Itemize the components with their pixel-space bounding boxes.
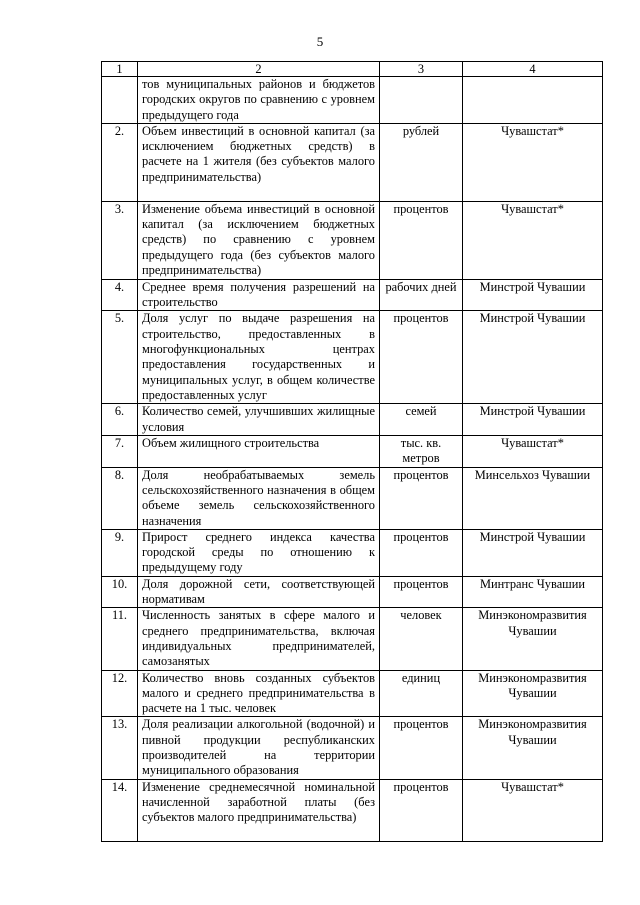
indicator-name: Прирост среднего индекса качества городской среды по отношению к предыдущему году [138,529,380,576]
indicator-name: Доля реализации алкогольной (водочной) и пивной продукции республиканских производителей на территории муниципального образования [138,717,380,779]
data-source: Чувашстат* [463,201,603,279]
row-number: 5. [102,311,138,404]
table-header-row [102,62,603,77]
unit-of-measure: человек [380,608,463,670]
unit-of-measure: рабочих дней [380,279,463,311]
data-source: Минэкономразвития Чувашии [463,608,603,670]
table-row [102,576,603,608]
header-col-3: 3 [380,62,463,77]
data-source: Минстрой Чувашии [463,279,603,311]
table-row [102,670,603,717]
data-source: Минстрой Чувашии [463,404,603,436]
indicator-name: Объем жилищного строительства [138,436,380,468]
indicator-name: Изменение объема инвестиций в основной капитал (за исключением бюджетных средств) по сравнению с уровнем предыдущего года (без субъектов малого предпринимательства) [138,201,380,279]
data-source: Чувашстат* [463,436,603,468]
header-col-2: 2 [138,62,380,77]
indicator-name: Численность занятых в сфере малого и среднего предпринимательства, включая индивидуальных предпринимателей, самозанятых [138,608,380,670]
table-row [102,529,603,576]
page-number: 5 [316,34,324,49]
table-row [102,436,603,468]
row-number: 4. [102,279,138,311]
unit-of-measure: рублей [380,123,463,201]
table-row [102,608,603,670]
table-row [102,717,603,779]
header-col-4: 4 [463,62,603,77]
unit-of-measure: семей [380,404,463,436]
unit-of-measure: процентов [380,529,463,576]
unit-of-measure: процентов [380,201,463,279]
header-col-1: 1 [102,62,138,77]
table-row [102,404,603,436]
table-row [102,467,603,529]
unit-of-measure [380,77,463,124]
indicators-table [101,61,603,842]
data-source: Чувашстат* [463,123,603,201]
data-source: Минсельхоз Чувашии [463,467,603,529]
indicator-name: тов муниципальных районов и бюджетов городских округов по сравнению с уровнем предыдущего года [138,77,380,124]
table-row [102,311,603,404]
unit-of-measure: тыс. кв. метров [380,436,463,468]
table-row [102,279,603,311]
indicator-name: Доля услуг по выдаче разрешения на строительство, предоставленных в многофункциональных центрах предоставления государственных и муниципальных услуг, в общем количестве предоставленных услуг [138,311,380,404]
unit-of-measure: процентов [380,779,463,841]
indicator-name: Доля дорожной сети, соответствующей нормативам [138,576,380,608]
row-number [102,77,138,124]
unit-of-measure: процентов [380,311,463,404]
row-number: 13. [102,717,138,779]
row-number: 2. [102,123,138,201]
table-row [102,123,603,201]
row-number: 9. [102,529,138,576]
unit-of-measure: процентов [380,576,463,608]
data-source: Минстрой Чувашии [463,311,603,404]
indicator-name: Количество вновь созданных субъектов малого и среднего предпринимательства в расчете на 1 тыс. человек [138,670,380,717]
table-row [102,201,603,279]
data-source [463,77,603,124]
data-source: Минэкономразвития Чувашии [463,717,603,779]
data-source: Минэкономразвития Чувашии [463,670,603,717]
unit-of-measure: процентов [380,717,463,779]
data-source: Минтранс Чувашии [463,576,603,608]
indicator-name: Доля необрабатываемых земель сельскохозяйственного назначения в общем объеме земель сельскохозяйственного назначения [138,467,380,529]
row-number: 3. [102,201,138,279]
row-number: 6. [102,404,138,436]
data-source: Чувашстат* [463,779,603,841]
row-number: 12. [102,670,138,717]
indicator-name: Изменение среднемесячной номинальной начисленной заработной платы (без субъектов малого предпринимательства) [138,779,380,841]
row-number: 8. [102,467,138,529]
unit-of-measure: процентов [380,467,463,529]
row-number: 10. [102,576,138,608]
data-source: Минстрой Чувашии [463,529,603,576]
row-number: 11. [102,608,138,670]
unit-of-measure: единиц [380,670,463,717]
indicator-name: Объем инвестиций в основной капитал (за исключением бюджетных средств) в расчете на 1 жителя (без субъектов малого предпринимательства) [138,123,380,201]
indicator-name: Количество семей, улучшивших жилищные условия [138,404,380,436]
table-row [102,779,603,841]
table-row [102,77,603,124]
row-number: 7. [102,436,138,468]
row-number: 14. [102,779,138,841]
indicator-name: Среднее время получения разрешений на строительство [138,279,380,311]
